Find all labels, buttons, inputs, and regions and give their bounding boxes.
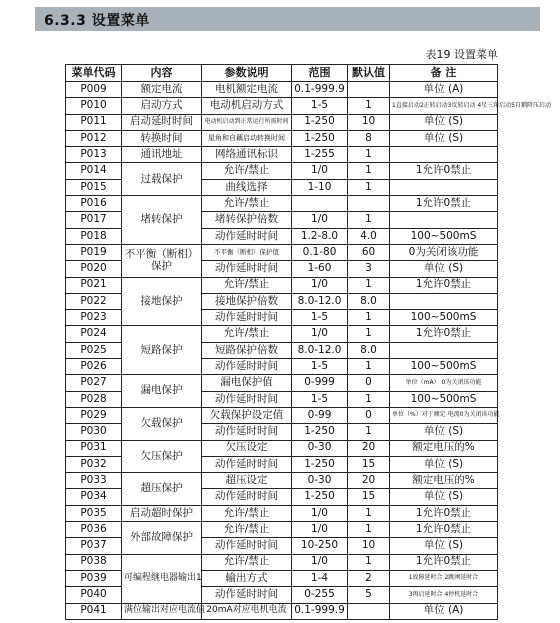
- param-cell: 堵转保护倍数: [202, 212, 292, 228]
- note-cell: 单位（mA） 0为关闭该功能: [390, 375, 498, 391]
- content-cell: 不平衡（断相）保护: [122, 244, 202, 277]
- note-cell: 1直接启动2正转启动3反转启动 4星三角启动5自耦降压启动: [390, 98, 498, 114]
- code-cell: P017: [66, 212, 122, 228]
- default-cell: 1: [348, 326, 390, 342]
- param-cell: 动作延时时间: [202, 538, 292, 554]
- table-row: [66, 130, 498, 146]
- default-cell: 10: [348, 538, 390, 554]
- param-cell: 20mA对应电机电流: [202, 603, 292, 619]
- code-cell: P029: [66, 407, 122, 423]
- content-cell: 通讯地址: [122, 147, 202, 163]
- param-cell: 电机额定电流: [202, 82, 292, 98]
- content-cell: 欠压保护: [122, 440, 202, 473]
- param-cell: 曲线选择: [202, 179, 292, 195]
- range-cell: 1/0: [292, 212, 348, 228]
- code-cell: P016: [66, 196, 122, 212]
- table-row: [66, 326, 498, 342]
- range-cell: 1-250: [292, 114, 348, 130]
- default-cell: 8.0: [348, 342, 390, 358]
- range-cell: 0-255: [292, 587, 348, 603]
- param-cell: 电动机启动方式: [202, 98, 292, 114]
- range-cell: 1/0: [292, 163, 348, 179]
- note-cell: 单位 (S): [390, 261, 498, 277]
- default-cell: 1: [348, 359, 390, 375]
- code-cell: P027: [66, 375, 122, 391]
- range-cell: 0-30: [292, 473, 348, 489]
- default-cell: 1: [348, 310, 390, 326]
- note-cell: 1允许0禁止: [390, 196, 498, 212]
- content-cell: 额定电流: [122, 82, 202, 98]
- default-cell: 0: [348, 375, 390, 391]
- content-cell: 启动方式: [122, 98, 202, 114]
- param-cell: 动作延时时间: [202, 424, 292, 440]
- note-cell: 100~500mS: [390, 391, 498, 407]
- note-cell: 100~500mS: [390, 359, 498, 375]
- note-cell: 单位 (S): [390, 130, 498, 146]
- table-row: [66, 163, 498, 179]
- code-cell: P014: [66, 163, 122, 179]
- content-cell: 可编程继电器输出1: [122, 554, 202, 603]
- code-cell: P021: [66, 277, 122, 293]
- note-cell: [390, 212, 498, 228]
- range-cell: 1/0: [292, 522, 348, 538]
- range-cell: 1-255: [292, 147, 348, 163]
- note-cell: 1允许0禁止: [390, 505, 498, 521]
- range-cell: 1/0: [292, 505, 348, 521]
- table-row: [66, 603, 498, 619]
- default-cell: 15: [348, 489, 390, 505]
- range-cell: 1/0: [292, 326, 348, 342]
- code-cell: P010: [66, 98, 122, 114]
- note-cell: 单位 (S): [390, 456, 498, 472]
- note-cell: 单位 (A): [390, 82, 498, 98]
- param-cell: 允许/禁止: [202, 522, 292, 538]
- note-cell: 单位（%）对于额定 电流0为关闭该功能: [390, 407, 498, 423]
- code-cell: P038: [66, 554, 122, 570]
- param-cell: 短路保护倍数: [202, 342, 292, 358]
- default-cell: 10: [348, 114, 390, 130]
- default-cell: 15: [348, 456, 390, 472]
- note-cell: 3再启延时合 4停机延时合: [390, 587, 498, 603]
- code-cell: P040: [66, 587, 122, 603]
- note-cell: 单位 (S): [390, 538, 498, 554]
- note-cell: 1允许0禁止: [390, 554, 498, 570]
- table-row: [66, 440, 498, 456]
- header-cell: 范围: [292, 65, 348, 82]
- code-cell: P013: [66, 147, 122, 163]
- note-cell: 单位 (S): [390, 424, 498, 440]
- param-cell: 允许/禁止: [202, 326, 292, 342]
- note-cell: 额定电压的%: [390, 473, 498, 489]
- default-cell: [348, 196, 390, 212]
- code-cell: P011: [66, 114, 122, 130]
- code-cell: P020: [66, 261, 122, 277]
- default-cell: [348, 82, 390, 98]
- table-header-row: [66, 65, 498, 82]
- range-cell: 1-60: [292, 261, 348, 277]
- range-cell: 1-250: [292, 424, 348, 440]
- content-cell: 接地保护: [122, 277, 202, 326]
- range-cell: 0.1-999.9: [292, 603, 348, 619]
- default-cell: 3: [348, 261, 390, 277]
- table-row: [66, 244, 498, 260]
- range-cell: 1-250: [292, 130, 348, 146]
- code-cell: P036: [66, 522, 122, 538]
- param-cell: 动作延时时间: [202, 456, 292, 472]
- param-cell: 欠压设定: [202, 440, 292, 456]
- default-cell: 1: [348, 163, 390, 179]
- code-cell: P030: [66, 424, 122, 440]
- note-cell: 100~500mS: [390, 228, 498, 244]
- default-cell: 1: [348, 424, 390, 440]
- code-cell: P015: [66, 179, 122, 195]
- default-cell: 1: [348, 147, 390, 163]
- default-cell: 1: [348, 277, 390, 293]
- section-title: 6.3.3 设置菜单: [44, 13, 150, 29]
- code-cell: P023: [66, 310, 122, 326]
- range-cell: 8.0-12.0: [292, 342, 348, 358]
- code-cell: P031: [66, 440, 122, 456]
- content-cell: 满位输出对应电流值: [122, 603, 202, 619]
- code-cell: P025: [66, 342, 122, 358]
- note-cell: [390, 342, 498, 358]
- section-header-bar: [35, 7, 540, 31]
- range-cell: 1-4: [292, 570, 348, 586]
- range-cell: 0-30: [292, 440, 348, 456]
- note-cell: 单位 (S): [390, 114, 498, 130]
- code-cell: P033: [66, 473, 122, 489]
- code-cell: P026: [66, 359, 122, 375]
- table-row: [66, 196, 498, 212]
- table-row: [66, 522, 498, 538]
- note-cell: 单位 (S): [390, 489, 498, 505]
- default-cell: 1: [348, 212, 390, 228]
- header-cell: 备 注: [390, 65, 498, 82]
- table-row: [66, 277, 498, 293]
- content-cell: 过载保护: [122, 163, 202, 196]
- code-cell: P032: [66, 456, 122, 472]
- content-cell: 启动延时时间: [122, 114, 202, 130]
- table-row: [66, 554, 498, 570]
- note-cell: [390, 179, 498, 195]
- param-cell: 动作延时时间: [202, 489, 292, 505]
- default-cell: 1: [348, 505, 390, 521]
- code-cell: P037: [66, 538, 122, 554]
- code-cell: P039: [66, 570, 122, 586]
- code-cell: P024: [66, 326, 122, 342]
- note-cell: [390, 293, 498, 309]
- default-cell: 1: [348, 98, 390, 114]
- note-cell: 0为关闭该功能: [390, 244, 498, 260]
- note-cell: 100~500mS: [390, 310, 498, 326]
- param-cell: 允许/禁止: [202, 163, 292, 179]
- content-cell: 欠载保护: [122, 407, 202, 440]
- default-cell: 20: [348, 473, 390, 489]
- range-cell: 0-999: [292, 375, 348, 391]
- param-cell: 允许/禁止: [202, 505, 292, 521]
- note-cell: 1允许0禁止: [390, 326, 498, 342]
- default-cell: 1: [348, 179, 390, 195]
- default-cell: 0: [348, 407, 390, 423]
- default-cell: 1: [348, 391, 390, 407]
- range-cell: 1/0: [292, 277, 348, 293]
- param-cell: 允许/禁止: [202, 196, 292, 212]
- table-row: [66, 375, 498, 391]
- note-cell: 1允许0禁止: [390, 163, 498, 179]
- param-cell: 允许/禁止: [202, 277, 292, 293]
- default-cell: 8.0: [348, 293, 390, 309]
- param-cell: 允许/禁止: [202, 554, 292, 570]
- param-cell: 动作延时时间: [202, 228, 292, 244]
- table-row: [66, 407, 498, 423]
- range-cell: 1-5: [292, 310, 348, 326]
- range-cell: 1-5: [292, 391, 348, 407]
- table-row: [66, 505, 498, 521]
- note-cell: [390, 147, 498, 163]
- table-caption: 表19 设置菜单: [425, 48, 498, 61]
- code-cell: P012: [66, 130, 122, 146]
- note-cell: 1允许0禁止: [390, 277, 498, 293]
- default-cell: 5: [348, 587, 390, 603]
- content-cell: 转换时间: [122, 130, 202, 146]
- code-cell: P009: [66, 82, 122, 98]
- range-cell: 1-5: [292, 98, 348, 114]
- range-cell: 0.1-999.9: [292, 82, 348, 98]
- range-cell: 1.2-8.0: [292, 228, 348, 244]
- content-cell: 堵转保护: [122, 196, 202, 245]
- default-cell: 2: [348, 570, 390, 586]
- table-row: [66, 147, 498, 163]
- param-cell: 动作延时时间: [202, 310, 292, 326]
- table-row: [66, 82, 498, 98]
- code-cell: P041: [66, 603, 122, 619]
- default-cell: 4.0: [348, 228, 390, 244]
- header-cell: 内容: [122, 65, 202, 82]
- range-cell: 0.1-80: [292, 244, 348, 260]
- table-row: [66, 98, 498, 114]
- content-cell: 启动超时保护: [122, 505, 202, 521]
- code-cell: P034: [66, 489, 122, 505]
- content-cell: 漏电保护: [122, 375, 202, 408]
- code-cell: P028: [66, 391, 122, 407]
- settings-menu-table: [65, 64, 551, 620]
- param-cell: 星角和自藕启动转换时间: [202, 130, 292, 146]
- param-cell: 动作延时时间: [202, 587, 292, 603]
- header-cell: 默认值: [348, 65, 390, 82]
- param-cell: 漏电保护值: [202, 375, 292, 391]
- param-cell: 不平衡（断相）保护值: [202, 244, 292, 260]
- default-cell: 60: [348, 244, 390, 260]
- param-cell: 电动机启动到正常运行所需时间: [202, 114, 292, 130]
- code-cell: P019: [66, 244, 122, 260]
- param-cell: 接地保护倍数: [202, 293, 292, 309]
- code-cell: P018: [66, 228, 122, 244]
- range-cell: 1-250: [292, 489, 348, 505]
- table-row: [66, 114, 498, 130]
- header-cell: 参数说明: [202, 65, 292, 82]
- param-cell: 动作延时时间: [202, 359, 292, 375]
- default-cell: 8: [348, 130, 390, 146]
- param-cell: 欠载保护设定值: [202, 407, 292, 423]
- header-cell: 菜单代码: [66, 65, 122, 82]
- default-cell: [348, 603, 390, 619]
- param-cell: 超压设定: [202, 473, 292, 489]
- default-cell: 1: [348, 522, 390, 538]
- content-cell: 短路保护: [122, 326, 202, 375]
- param-cell: 动作延时时间: [202, 261, 292, 277]
- range-cell: 1-5: [292, 359, 348, 375]
- note-cell: 额定电压的%: [390, 440, 498, 456]
- table-row: [66, 473, 498, 489]
- code-cell: P035: [66, 505, 122, 521]
- default-cell: 1: [348, 554, 390, 570]
- note-cell: 单位 (A): [390, 603, 498, 619]
- note-cell: 1故障延时合 2跳闸延时合: [390, 570, 498, 586]
- range-cell: 1-250: [292, 456, 348, 472]
- param-cell: 网络通讯标识: [202, 147, 292, 163]
- code-cell: P022: [66, 293, 122, 309]
- range-cell: 10-250: [292, 538, 348, 554]
- range-cell: 1/0: [292, 554, 348, 570]
- default-cell: 20: [348, 440, 390, 456]
- param-cell: 动作延时时间: [202, 391, 292, 407]
- range-cell: 0-99: [292, 407, 348, 423]
- range-cell: 1-10: [292, 179, 348, 195]
- note-cell: 1允许0禁止: [390, 522, 498, 538]
- range-cell: [292, 196, 348, 212]
- range-cell: 8.0-12.0: [292, 293, 348, 309]
- param-cell: 输出方式: [202, 570, 292, 586]
- content-cell: 外部故障保护: [122, 522, 202, 555]
- content-cell: 超压保护: [122, 473, 202, 506]
